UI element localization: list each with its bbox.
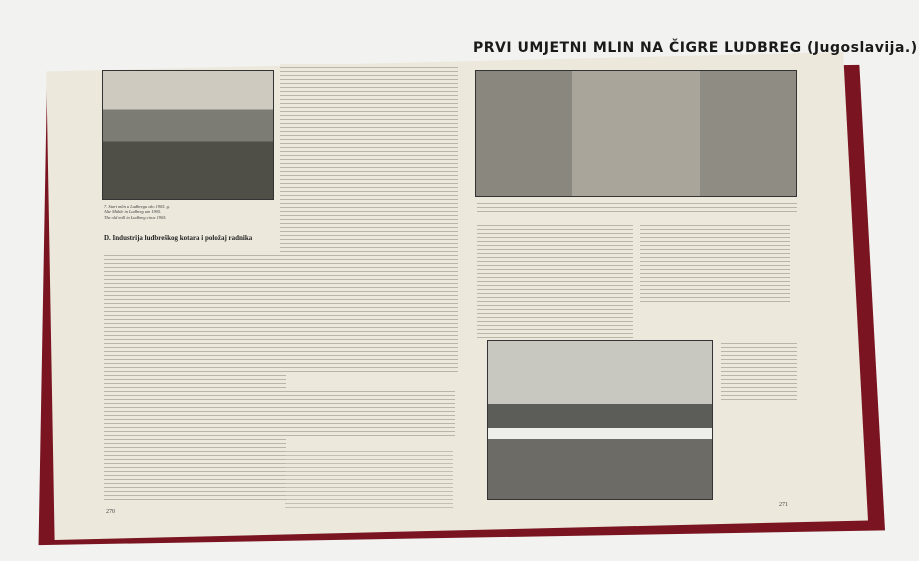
right-page-text-left (477, 222, 633, 340)
page-number-right: 271 (779, 502, 788, 508)
right-column-text (280, 64, 458, 374)
paragraph-text (285, 388, 455, 436)
mill-dam-photo (487, 340, 713, 500)
old-mill-photo (102, 70, 274, 200)
postcard-banner-title: PRVI UMJETNI MLIN NA ČIGRE LUDBREG (Jugoslavija.) (473, 40, 918, 56)
section-heading: D. Industrija ludbreškog kotara i položaj radnika (104, 234, 253, 242)
photo-caption (104, 204, 274, 220)
photo-caption-right (721, 340, 797, 400)
postcard-photo (475, 70, 797, 197)
postcard-captions (477, 200, 797, 212)
left-page (70, 58, 450, 528)
left-column-text (104, 252, 286, 502)
photo-caption-german: Alte Mühle in Ludbreg um 1905. (104, 209, 162, 215)
photo-caption-croatian: 7. Stari mlin u Ludbregu oko 1905. g. (104, 204, 170, 209)
right-page-text-right (640, 222, 790, 302)
right-page (465, 40, 918, 520)
footnotes (285, 448, 453, 508)
page-number-left: 270 (106, 509, 115, 515)
photo-caption-english: The old mill in Ludbreg circa 1905. (104, 214, 167, 220)
